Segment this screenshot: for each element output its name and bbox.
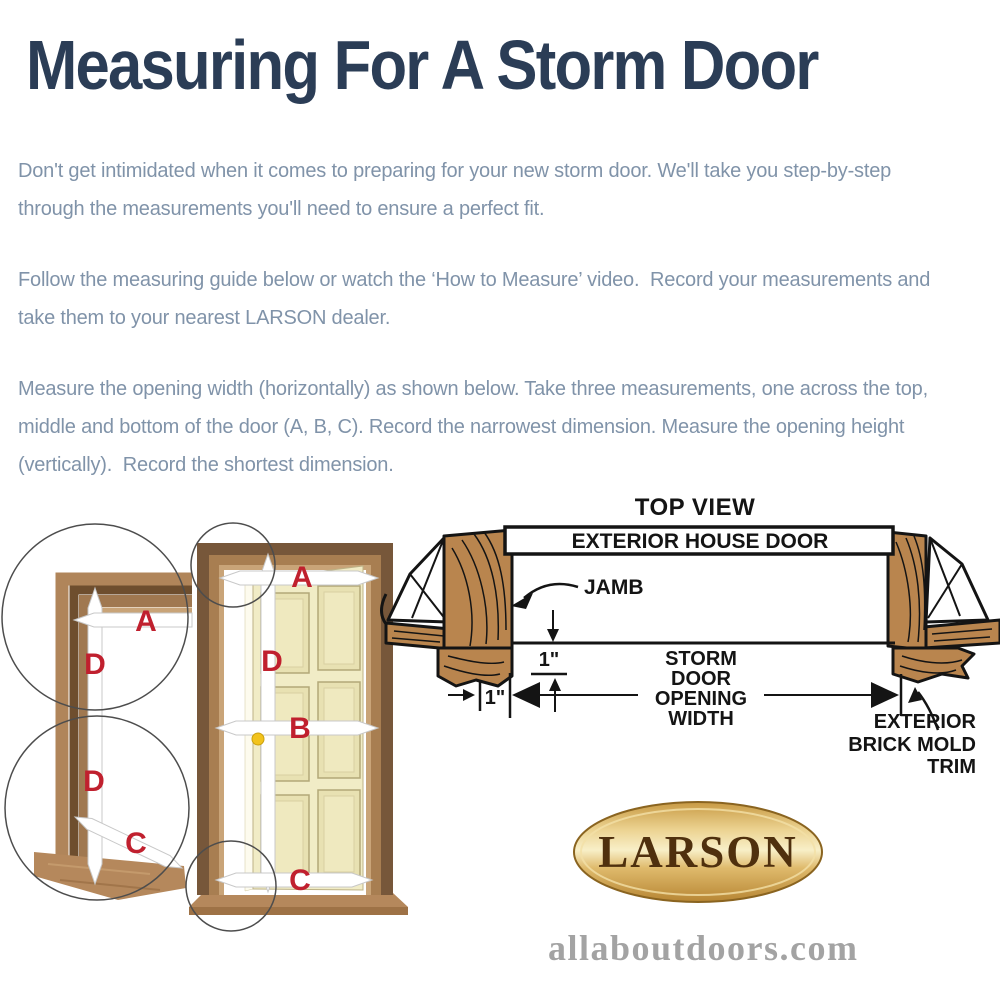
depth-up-arrowhead-icon	[549, 678, 561, 691]
trim-dim-arrowhead-icon	[463, 689, 475, 701]
brick-mold-wood-right	[893, 648, 974, 682]
measure-stick-d	[88, 588, 102, 884]
measure-stick-a	[74, 613, 192, 627]
text-line: Measure the opening width (horizontally) as shown below. Take three measurements, one across the top,	[18, 378, 928, 400]
measure-label-c: C	[289, 864, 311, 897]
opening-line: STORM	[665, 648, 737, 670]
instructions-paragraph	[18, 370, 978, 484]
larson-logo-text: LARSON	[598, 827, 798, 877]
top-view-diagram	[382, 494, 1000, 778]
measure-label-c: C	[125, 827, 147, 860]
frame-corner-detail	[2, 524, 192, 900]
brick-mold-trim-label	[848, 711, 976, 778]
trim-line: EXTERIOR	[873, 711, 976, 733]
measure-label-b: B	[289, 712, 311, 745]
jamb-arrowhead-icon	[511, 593, 533, 609]
opening-line: OPENING	[654, 688, 748, 710]
door-knob	[252, 733, 264, 745]
text-line: through the measurements you'll need to ensure a perfect fit.	[18, 198, 545, 220]
trim-line: BRICK MOLD	[848, 734, 976, 756]
text-line: (vertically). Record the shortest dimension.	[18, 454, 394, 476]
measure-label-a: A	[135, 605, 157, 638]
text-line: take them to your nearest LARSON dealer.	[18, 307, 391, 329]
door-sill-edge	[189, 907, 408, 915]
trim-line: TRIM	[927, 756, 976, 778]
text-line: Don't get intimidated when it comes to preparing for your new storm door. We'll take you step-by-step	[18, 160, 892, 182]
exterior-house-door-label: EXTERIOR HOUSE DOOR	[571, 530, 829, 553]
measure-label-d: D	[83, 765, 105, 798]
measure-label-d: D	[84, 648, 106, 681]
watermark-text: allaboutdoors.com	[548, 928, 859, 968]
door-illustration	[186, 523, 408, 931]
right-wall-structure	[888, 532, 1000, 682]
jamb-depth-dimension: 1"	[538, 649, 560, 671]
depth-down-arrowhead-icon	[547, 629, 559, 642]
page-title: Measuring For A Storm Door	[26, 26, 818, 104]
guide-paragraph	[18, 261, 978, 337]
width-left-arrowhead-icon	[512, 682, 540, 708]
trim-width-dimension: 1"	[484, 687, 506, 709]
jamb-stud-wood	[444, 530, 512, 654]
left-wall-structure	[382, 530, 513, 686]
text-line: Follow the measuring guide below or watch the ‘How to Measure’ video. Record your measurements and	[18, 269, 931, 291]
measure-label-a: A	[291, 561, 313, 594]
top-view-title: TOP VIEW	[634, 494, 756, 521]
opening-line: WIDTH	[668, 708, 734, 730]
measure-label-d: D	[261, 645, 283, 678]
opening-line: DOOR	[671, 668, 731, 690]
intro-paragraph	[18, 152, 978, 228]
measuring-illustration	[0, 490, 1000, 1000]
branding	[548, 802, 859, 968]
text-line: middle and bottom of the door (A, B, C). Record the narrowest dimension. Measure the opening height	[18, 416, 905, 438]
width-right-arrowhead-icon	[871, 682, 899, 708]
jamb-label: JAMB	[584, 576, 644, 599]
jamb-arrow	[524, 584, 578, 598]
opening-width-label	[655, 648, 747, 730]
